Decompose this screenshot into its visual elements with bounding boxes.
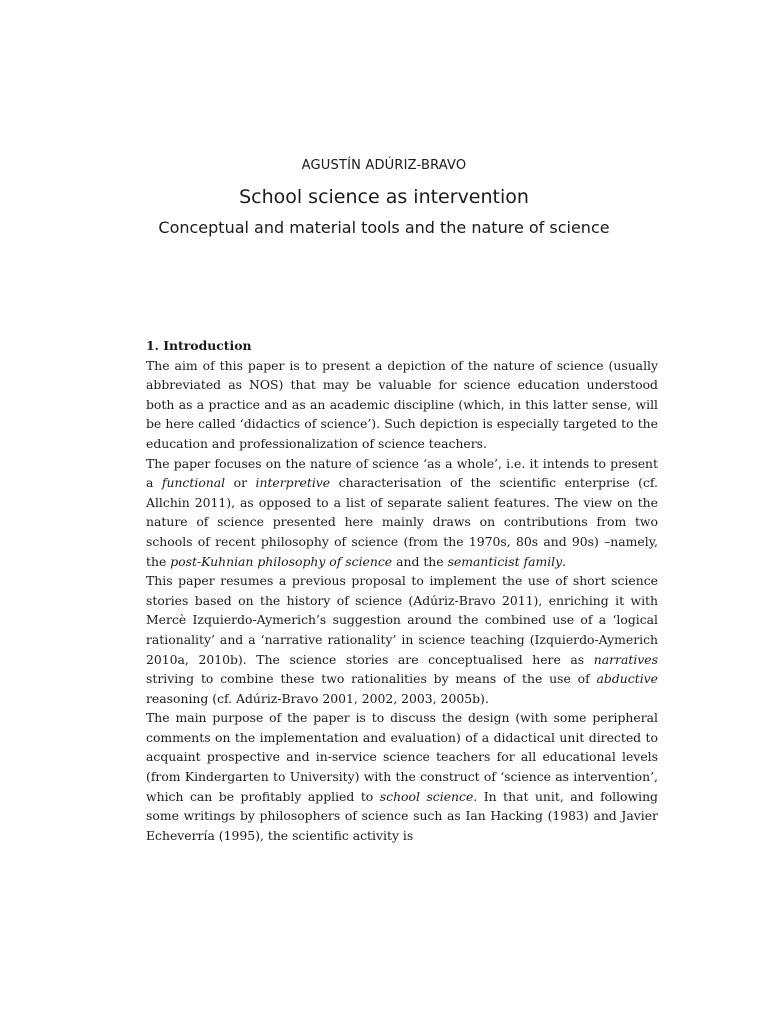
italic-text-run: school science [379, 788, 474, 804]
italic-text-run: post-Kuhnian philosophy of science [170, 553, 393, 569]
italic-text-run: semanticist family [447, 553, 563, 569]
section-heading: 1. Introduction [146, 338, 252, 353]
text-run: striving to combine these two rationalities by means of the use of [146, 671, 597, 687]
text-run: or [225, 475, 256, 491]
text-run: and the [392, 553, 448, 569]
paragraph-3 [146, 571, 658, 708]
paper-title: School science as intervention [239, 186, 529, 208]
paragraph-2 [146, 454, 658, 572]
text-run: The paper focuses on the nature of science ‘as a whole’, i.e. it intends to present a [146, 455, 658, 491]
italic-text-run: narratives [593, 651, 658, 667]
text-run: . In that unit, and following some writings by philosophers of science such as Ian Hacking (1983) and Javier Echeverría (1995), the scientific activity is [146, 788, 658, 843]
text-run: The main purpose of the paper is to discuss the design (with some peripheral comments on the implementation and evaluation) of a didactical unit directed to acquaint prospective and in-service science teachers for all educational levels (from Kindergarten to University) with the construct of ‘science as intervention’, which can be profitably applied to [146, 710, 658, 804]
text-run: . [562, 553, 567, 569]
text-run: This paper resumes a previous proposal to implement the use of short science stories based on the history of science (Adúriz-Bravo 2011), enriching it with Mercè Izquierdo-Aymerich’s suggestion around the combined use of a ‘logical rationality’ and a ‘narrative rationality’ in science teaching (Izquierdo-Aymerich 2010a, 2010b). The science stories are conceptualised here as [146, 573, 658, 667]
author-name: AGUSTÍN ADÚRIZ-BRAVO [301, 158, 467, 173]
italic-text-run: functional [161, 475, 226, 491]
text-run: The aim of this paper is to present a depiction of the nature of science (usually abbreviated as NOS) that may be valuable for science education understood both as a practice and as an academic discipline (which, in this latter sense, will be here called ‘didactics of science’). Such depiction is especially targeted to the education and professionalization of science teachers. [146, 357, 658, 451]
text-run: reasoning (cf. Adúriz-Bravo 2001, 2002, 2003, 2005b). [146, 690, 489, 706]
body-text [146, 336, 658, 845]
paragraph-4 [146, 708, 658, 845]
paper-subtitle: Conceptual and material tools and the nature of science [158, 218, 610, 237]
italic-text-run: interpretive [255, 475, 331, 491]
paragraph-1 [146, 356, 658, 454]
text-run: characterisation of the scientific enterprise (cf. Allchin 2011), as opposed to a list of separate salient features. The view on the nature of science presented here mainly draws on contributions from two schools of recent philosophy of science (from the 1970s, 80s and 90s) –namely, the [146, 475, 658, 569]
italic-text-run: abductive [596, 671, 658, 687]
